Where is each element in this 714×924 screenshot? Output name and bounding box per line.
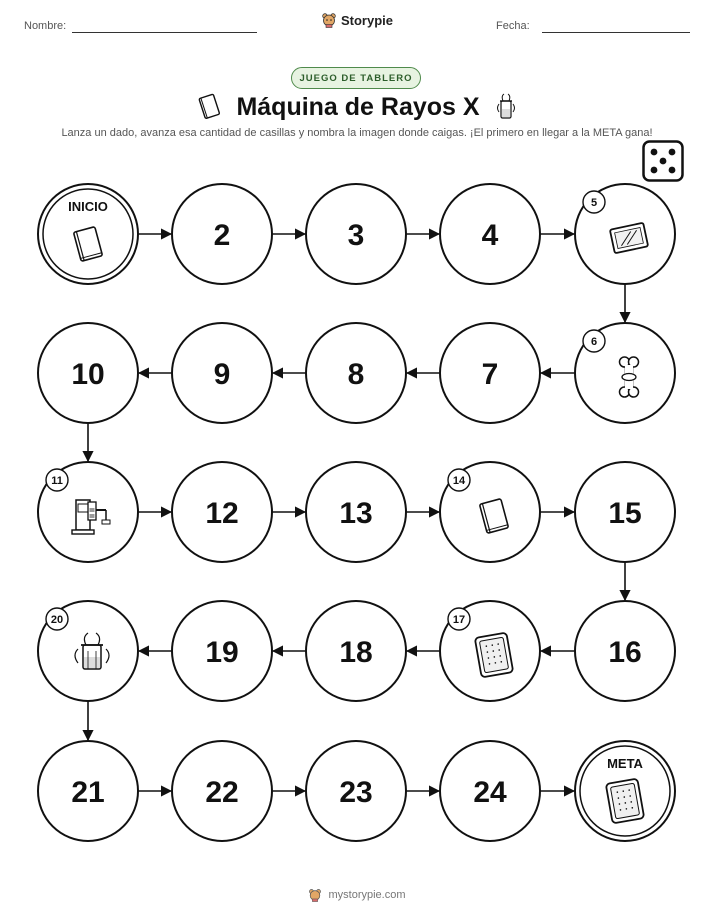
space-number: 10: [71, 358, 105, 391]
space-number: 8: [347, 358, 365, 391]
bear-mascot-icon: [308, 888, 322, 902]
board-space[interactable]: [38, 323, 138, 423]
board-space[interactable]: [306, 462, 406, 562]
space-label: META: [607, 756, 643, 771]
space-number: 12: [205, 497, 239, 530]
board-space[interactable]: [306, 741, 406, 841]
board-space[interactable]: [306, 184, 406, 284]
space-label: INICIO: [68, 199, 108, 214]
board-space[interactable]: [440, 601, 540, 701]
board-space[interactable]: [306, 323, 406, 423]
game-type-badge: JUEGO DE TABLERO: [291, 67, 421, 89]
board-space[interactable]: [440, 741, 540, 841]
space-number: 24: [473, 776, 507, 809]
board-space[interactable]: [575, 323, 675, 423]
space-number: 2: [213, 219, 231, 252]
board-space[interactable]: [38, 601, 138, 701]
board-space[interactable]: [172, 462, 272, 562]
footer: [0, 888, 714, 902]
space-number: 19: [205, 636, 239, 669]
instructions: Lanza un dado, avanza esa cantidad de casillas y nombra la imagen donde caigas. ¡El primero en llegar a la META gana!: [61, 127, 653, 139]
board-space[interactable]: [575, 462, 675, 562]
space-number: 4: [481, 219, 499, 252]
board-space[interactable]: [172, 323, 272, 423]
space-number: 20: [50, 614, 64, 626]
bone-icon: [620, 357, 639, 397]
space-number: 11: [51, 475, 63, 487]
space-number: 5: [590, 197, 598, 209]
brand-name: Storypie: [340, 12, 393, 28]
space-number: 14: [452, 475, 466, 487]
tray-icon: [606, 779, 644, 824]
space-number: 6: [590, 336, 598, 348]
space-number: 23: [339, 776, 373, 809]
board-space[interactable]: [575, 601, 675, 701]
board-space[interactable]: [172, 601, 272, 701]
space-number: 15: [608, 497, 642, 530]
space-number: 16: [608, 636, 642, 669]
space-number: 13: [339, 497, 373, 530]
space-number: 17: [452, 614, 466, 626]
board-space[interactable]: [38, 741, 138, 841]
board-space[interactable]: [440, 323, 540, 423]
board-space[interactable]: [172, 184, 272, 284]
page-title: Máquina de Rayos X: [236, 92, 480, 121]
board-space[interactable]: [440, 462, 540, 562]
space-number: 22: [205, 776, 239, 809]
finish-space[interactable]: [575, 741, 675, 841]
tray-icon: [475, 633, 513, 678]
space-number: 21: [71, 776, 105, 809]
space-number: 9: [213, 358, 231, 391]
board-space[interactable]: [306, 601, 406, 701]
board-space[interactable]: [575, 184, 675, 284]
board-space[interactable]: [440, 184, 540, 284]
footer-url: mystorypie.com: [328, 889, 406, 901]
name-label: Nombre:: [24, 20, 67, 32]
board-space[interactable]: [38, 462, 138, 562]
space-number: 7: [481, 358, 499, 391]
board-space[interactable]: [172, 741, 272, 841]
start-space[interactable]: [38, 184, 138, 284]
space-number: 3: [347, 219, 365, 252]
space-number: 18: [339, 636, 373, 669]
date-label: Fecha:: [496, 20, 530, 32]
